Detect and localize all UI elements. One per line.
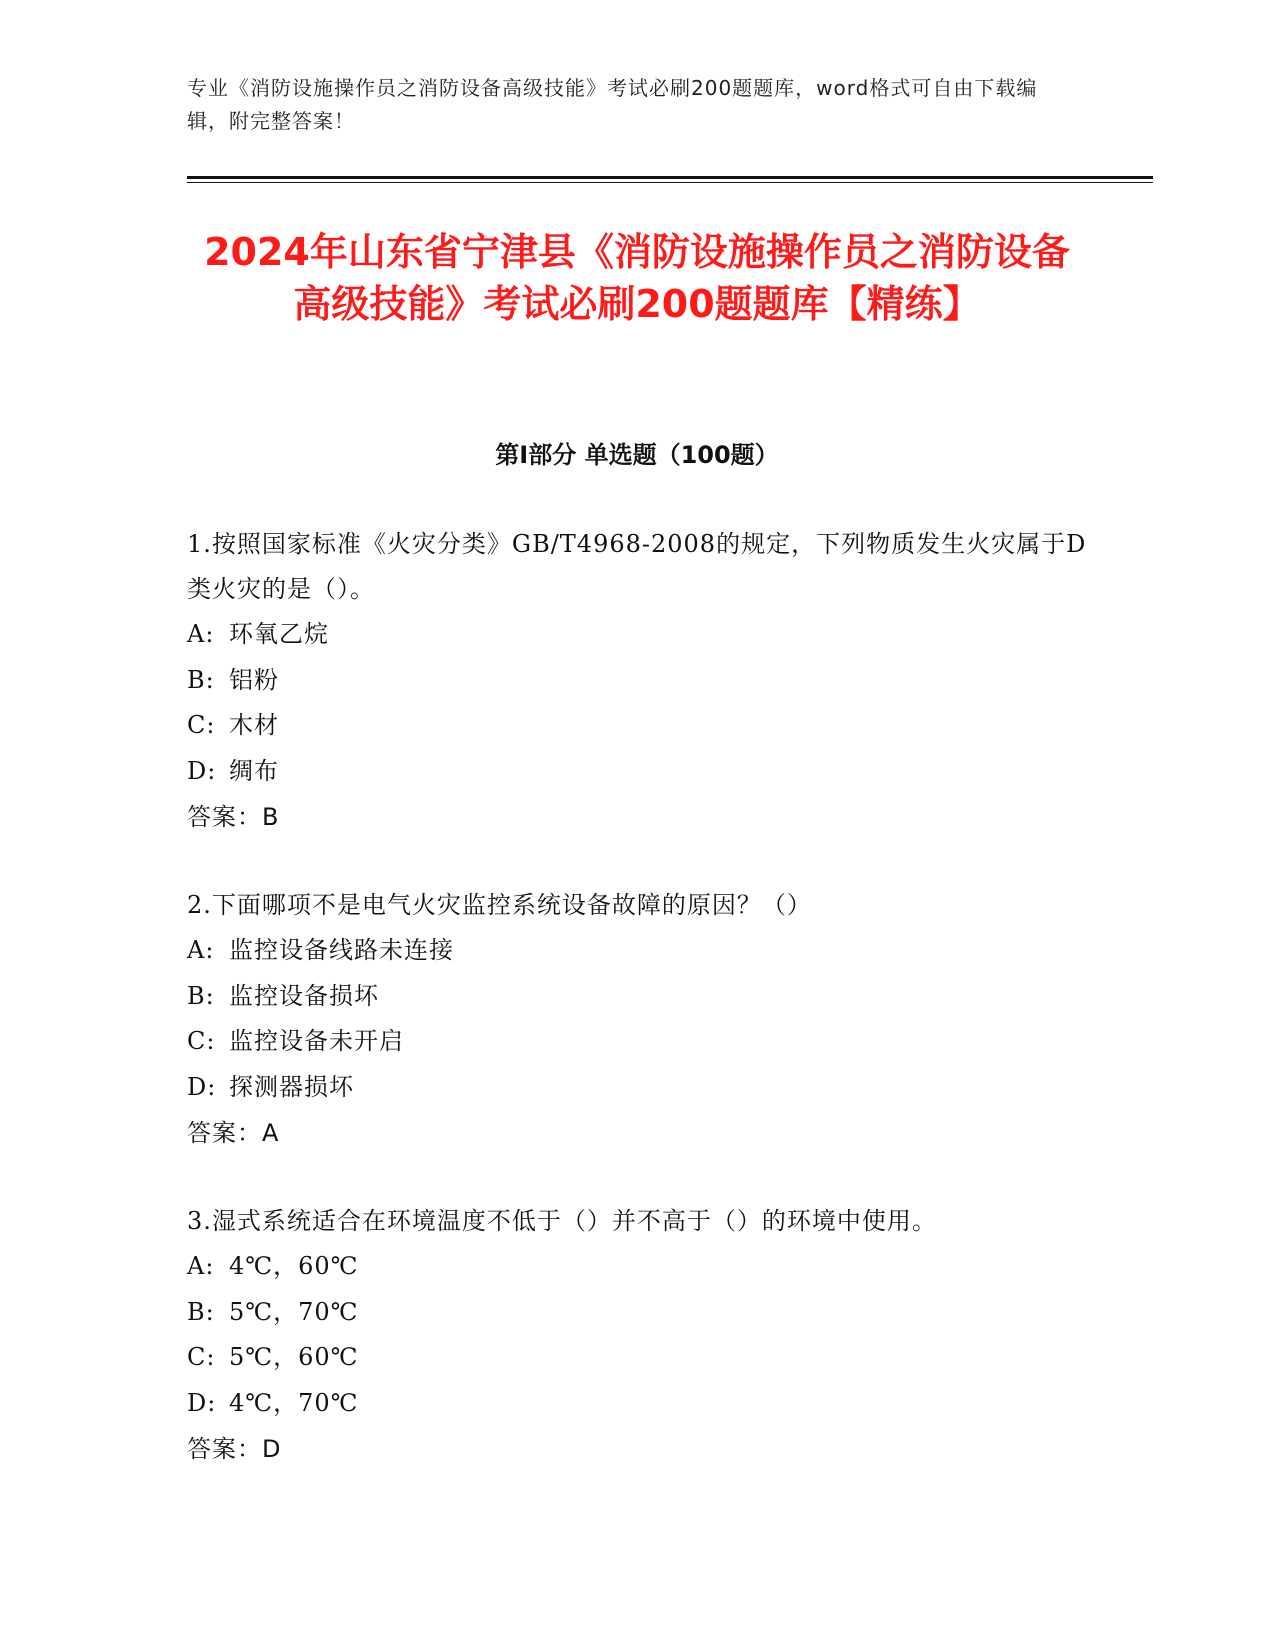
option-c — [187, 1335, 1087, 1381]
option-text: 铝粉 — [229, 665, 279, 694]
header-note: 专业《消防设施操作员之消防设备高级技能》考试必刷200题题库，word格式可自由下载编辑，附完整答案！ — [187, 76, 1038, 133]
option-c — [187, 1019, 1087, 1065]
question-stem: 2.下面哪项不是电气火灾监控系统设备故障的原因？（） — [187, 891, 812, 919]
option-text: 5℃，70℃ — [229, 1297, 359, 1326]
question-1 — [187, 522, 1087, 840]
header-divider-thick — [187, 176, 1153, 179]
answer: 答案：A — [187, 1119, 280, 1147]
option-text: 木材 — [229, 711, 279, 739]
option-text: 5℃，60℃ — [229, 1343, 359, 1371]
option-key: A: — [187, 620, 215, 648]
option-text: 4℃，60℃ — [229, 1252, 359, 1280]
question-stem: 1.按照国家标准《火灾分类》GB/T4968-2008的规定，下列物质发生火灾属于D类火灾的是（）。 — [187, 530, 1087, 603]
option-c — [187, 703, 1087, 749]
option-key: C: — [187, 711, 216, 739]
section-heading: 第I部分 单选题（100题） — [495, 441, 779, 469]
option-key: B: — [187, 665, 215, 694]
option-d — [187, 1065, 1087, 1111]
option-d — [187, 1381, 1087, 1427]
option-text: 监控设备线路未连接 — [229, 936, 454, 964]
question-3 — [187, 1199, 1087, 1472]
option-key: D: — [187, 1072, 217, 1101]
option-key: C: — [187, 1343, 216, 1371]
option-text: 绸布 — [229, 756, 279, 785]
option-text: 探测器损坏 — [229, 1072, 354, 1101]
answer: 答案：B — [187, 803, 280, 831]
option-key: B: — [187, 981, 215, 1010]
option-key: A: — [187, 936, 215, 964]
option-text: 环氧乙烷 — [229, 620, 329, 648]
option-key: B: — [187, 1297, 215, 1326]
option-key: C: — [187, 1027, 216, 1055]
option-b — [187, 974, 1087, 1020]
option-b — [187, 1290, 1087, 1336]
option-a — [187, 1244, 1087, 1290]
option-key: D: — [187, 1388, 217, 1417]
option-text: 监控设备未开启 — [229, 1027, 404, 1055]
question-2 — [187, 883, 1087, 1156]
answer: 答案：D — [187, 1435, 282, 1463]
header-divider-thin — [187, 182, 1153, 183]
option-text: 4℃，70℃ — [229, 1388, 359, 1417]
document-title: 2024年山东省宁津县《消防设施操作员之消防设备高级技能》考试必刷200题题库【精练】 — [204, 230, 1070, 326]
option-key: D: — [187, 756, 217, 785]
option-d — [187, 749, 1087, 795]
option-key: A: — [187, 1252, 215, 1280]
option-text: 监控设备损坏 — [229, 981, 379, 1010]
question-stem: 3.湿式系统适合在环境温度不低于（）并不高于（）的环境中使用。 — [187, 1207, 937, 1235]
option-a — [187, 612, 1087, 658]
option-b — [187, 658, 1087, 704]
option-a — [187, 928, 1087, 974]
